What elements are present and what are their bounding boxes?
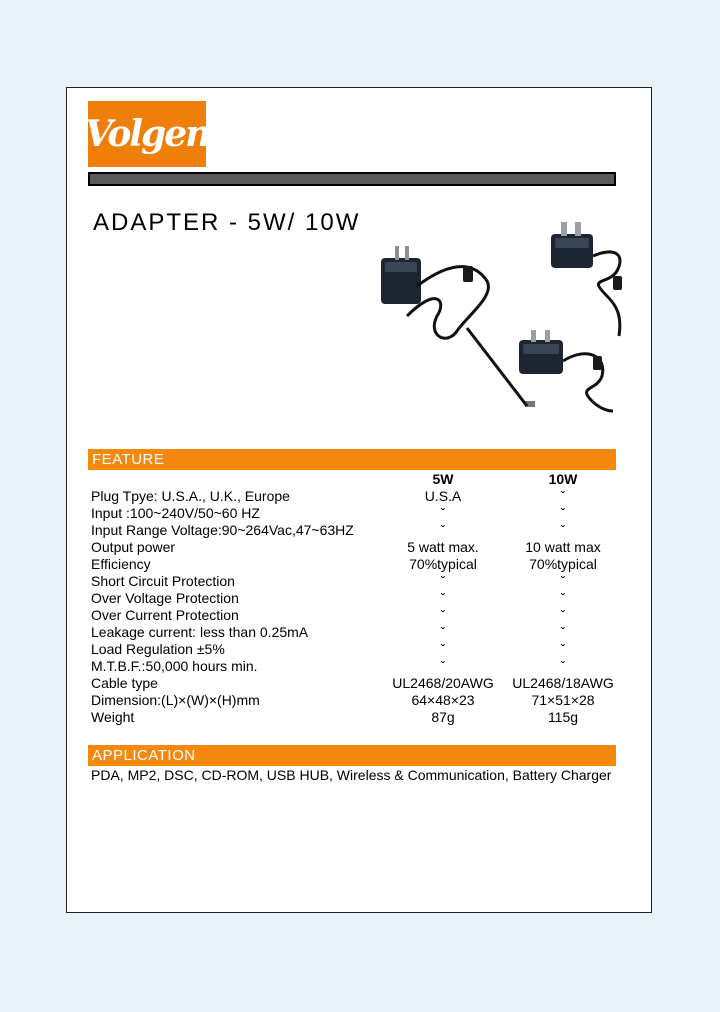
value-5w: ˇ	[440, 641, 446, 657]
value-10w: 70%typical	[529, 556, 597, 572]
value-10w: ˇ	[560, 573, 566, 589]
row-label: Dimension:(L)×(W)×(H)mm	[91, 692, 260, 708]
table-row	[91, 488, 631, 505]
row-label: Plug Tpye: U.S.A., U.K., Europe	[91, 488, 290, 504]
value-5w: UL2468/20AWG	[392, 675, 494, 691]
value-5w: ˇ	[440, 658, 446, 674]
value-5w: 70%typical	[409, 556, 477, 572]
value-5w: ˇ	[440, 590, 446, 606]
table-row	[91, 539, 631, 556]
table-row	[91, 573, 631, 590]
row-label: Over Voltage Protection	[91, 590, 239, 606]
header-divider-bar	[88, 172, 616, 186]
row-label: Cable type	[91, 675, 158, 691]
row-label: Weight	[91, 709, 135, 725]
table-row	[91, 556, 631, 573]
column-header-10w: 10W	[548, 471, 578, 487]
value-10w: 71×51×28	[531, 692, 595, 708]
value-5w: ˇ	[440, 522, 446, 538]
value-10w: 115g	[547, 709, 579, 725]
table-row	[91, 505, 631, 522]
value-5w: ˇ	[440, 607, 446, 623]
row-label: M.T.B.F.:50,000 hours min.	[91, 658, 258, 674]
table-row	[91, 658, 631, 675]
value-10w: ˇ	[560, 624, 566, 640]
logo-text: Volgen	[84, 113, 210, 155]
row-label: Efficiency	[91, 556, 151, 572]
value-5w: ˇ	[440, 505, 446, 521]
value-10w: UL2468/18AWG	[512, 675, 614, 691]
row-label: Input Range Voltage:90~264Vac,47~63HZ	[91, 522, 354, 538]
value-10w: 10 watt max	[525, 539, 601, 555]
feature-heading-bar: FEATURE	[88, 449, 616, 470]
row-label: Over Current Protection	[91, 607, 239, 623]
adapter-usa-plug-image	[519, 330, 613, 411]
table-row	[91, 624, 631, 641]
table-row	[91, 692, 631, 709]
value-5w: ˇ	[440, 573, 446, 589]
value-5w: ˇ	[440, 624, 446, 640]
table-row	[91, 641, 631, 658]
adapter-product-photo	[367, 216, 627, 416]
value-5w: U.S.A	[424, 488, 462, 504]
page-title: ADAPTER - 5W/ 10W	[93, 209, 361, 236]
column-header-5w: 5W	[432, 471, 454, 487]
table-row	[91, 607, 631, 624]
feature-table	[91, 488, 631, 726]
application-heading-bar: APPLICATION	[88, 745, 616, 766]
value-5w: 5 watt max.	[407, 539, 479, 555]
value-10w: ˇ	[560, 658, 566, 674]
value-10w: ˇ	[560, 607, 566, 623]
datasheet-page	[66, 87, 652, 913]
volgen-logo	[84, 101, 210, 167]
value-10w: ˇ	[560, 641, 566, 657]
value-10w: ˇ	[560, 488, 566, 504]
table-row	[91, 675, 631, 692]
row-label: Short Circuit Protection	[91, 573, 235, 589]
row-label: Input :100~240V/50~60 HZ	[91, 505, 260, 521]
value-5w: 64×48×23	[411, 692, 475, 708]
value-10w: ˇ	[560, 590, 566, 606]
row-label: Leakage current: less than 0.25mA	[91, 624, 309, 640]
application-text: PDA, MP2, DSC, CD-ROM, USB HUB, Wireless & Communication, Battery Charger	[91, 767, 612, 783]
adapter-uk-plug-image	[551, 222, 622, 336]
value-5w: 87g	[431, 709, 455, 725]
table-row	[91, 522, 631, 539]
value-10w: ˇ	[560, 522, 566, 538]
row-label: Output power	[91, 539, 176, 555]
row-label: Load Regulation ±5%	[91, 641, 225, 657]
table-row	[91, 590, 631, 607]
adapter-euro-plug-image	[381, 246, 535, 407]
table-row	[91, 709, 631, 726]
value-10w: ˇ	[560, 505, 566, 521]
